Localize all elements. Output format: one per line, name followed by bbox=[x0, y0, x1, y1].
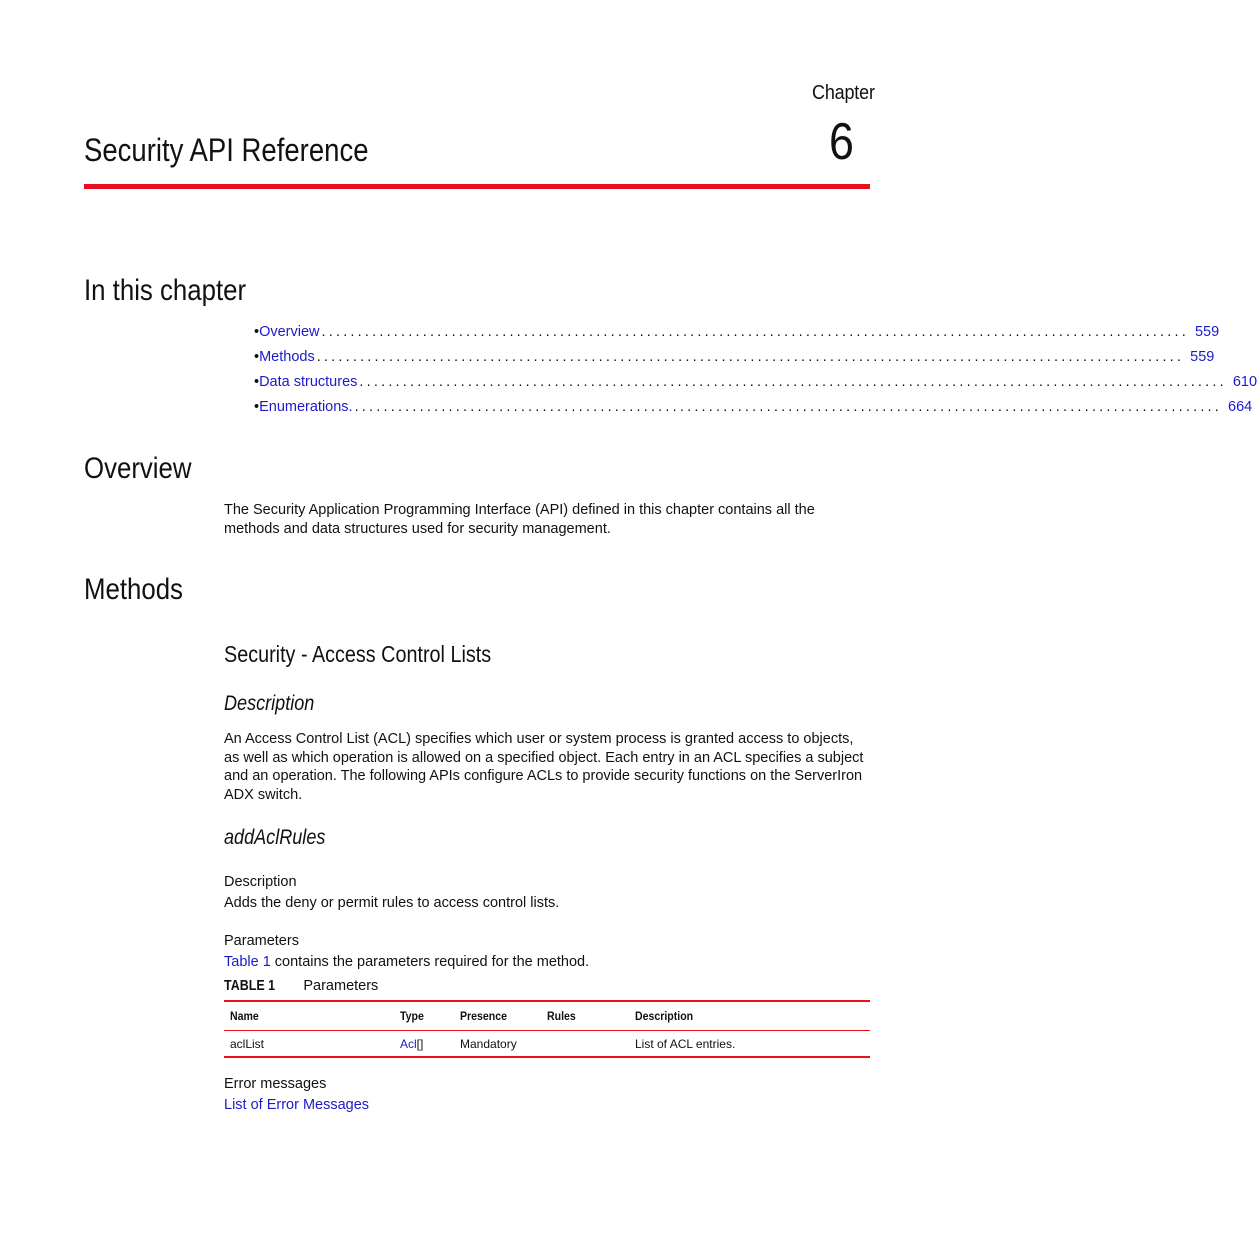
parameters-label: Parameters bbox=[224, 933, 299, 949]
cell-type: Acl[] bbox=[394, 1031, 454, 1058]
method-description-label: Description bbox=[224, 874, 297, 890]
table-row bbox=[224, 1031, 870, 1058]
toc-page[interactable]: 610 bbox=[1232, 374, 1257, 390]
column-header: Rules bbox=[541, 1001, 629, 1031]
bullet-icon: • bbox=[254, 374, 260, 390]
toc-link[interactable]: Enumerations. bbox=[259, 399, 353, 415]
toc-leader: ........................................................................................................................ bbox=[316, 349, 1185, 365]
column-header: Description bbox=[629, 1001, 870, 1031]
parameters-table bbox=[224, 1000, 870, 1058]
bullet-icon: • bbox=[254, 399, 260, 415]
toc-leader: ........................................................................................................................ bbox=[354, 399, 1223, 415]
chapter-divider bbox=[84, 184, 870, 189]
toc-item-overview[interactable] bbox=[254, 322, 1220, 342]
table-header-row bbox=[224, 1001, 870, 1031]
column-header: Type bbox=[394, 1001, 454, 1031]
cell-rules bbox=[541, 1031, 629, 1058]
acl-description-text: An Access Control List (ACL) specifies which user or system process is granted access to objects, as well as which operation is allowed on a specified object. Each entry in an ACL specifies a subject and an operation. The following APIs configure ACLs to provide security functions on the ServerIron ADX switch. bbox=[224, 731, 864, 804]
methods-heading: Methods bbox=[84, 573, 183, 606]
addaclrules-heading: addAclRules bbox=[224, 826, 326, 849]
error-messages-link[interactable]: List of Error Messages bbox=[224, 1097, 370, 1113]
cell-presence: Mandatory bbox=[454, 1031, 541, 1058]
overview-text: The Security Application Programming Interface (API) defined in this chapter contains all the methods and data structures used for security management. bbox=[224, 502, 815, 537]
method-description-text: Adds the deny or permit rules to access control lists. bbox=[224, 895, 560, 911]
table-title: Parameters bbox=[303, 978, 379, 994]
table-1-link[interactable]: Table 1 bbox=[224, 954, 271, 970]
table-caption bbox=[224, 978, 378, 994]
cell-description: List of ACL entries. bbox=[629, 1031, 870, 1058]
chapter-label: Chapter bbox=[812, 82, 875, 104]
chapter-number: 6 bbox=[829, 113, 854, 171]
toc-item-data-structures[interactable] bbox=[254, 372, 1257, 392]
bullet-icon: • bbox=[254, 324, 260, 340]
overview-heading: Overview bbox=[84, 452, 192, 485]
toc-item-enumerations[interactable] bbox=[254, 397, 1253, 417]
parameters-text bbox=[224, 953, 874, 972]
acl-type-link[interactable]: Acl bbox=[400, 1036, 417, 1051]
toc-link[interactable]: Methods bbox=[259, 349, 315, 365]
toc-link[interactable]: Overview bbox=[259, 324, 320, 340]
toc-link[interactable]: Data structures bbox=[259, 374, 358, 390]
table-number: TABLE 1 bbox=[224, 978, 276, 994]
security-acl-heading: Security - Access Control Lists bbox=[224, 641, 492, 667]
toc-item-methods[interactable] bbox=[254, 347, 1215, 367]
in-this-chapter-heading: In this chapter bbox=[84, 274, 247, 307]
bullet-icon: • bbox=[254, 349, 260, 365]
error-messages-text bbox=[224, 1096, 874, 1115]
column-header: Presence bbox=[454, 1001, 541, 1031]
toc-leader: ........................................................................................................................ bbox=[359, 374, 1227, 390]
error-messages-label: Error messages bbox=[224, 1076, 327, 1092]
cell-name: aclList bbox=[224, 1031, 394, 1058]
toc-page[interactable]: 559 bbox=[1194, 324, 1220, 340]
column-header: Name bbox=[224, 1001, 394, 1031]
toc-page[interactable]: 664 bbox=[1228, 399, 1253, 415]
toc-leader: ........................................................................................................................ bbox=[321, 324, 1189, 340]
parameters-sentence: contains the parameters required for the method. bbox=[270, 954, 590, 970]
description-heading: Description bbox=[224, 692, 315, 715]
toc-page[interactable]: 559 bbox=[1190, 349, 1215, 365]
chapter-title: Security API Reference bbox=[84, 132, 369, 168]
